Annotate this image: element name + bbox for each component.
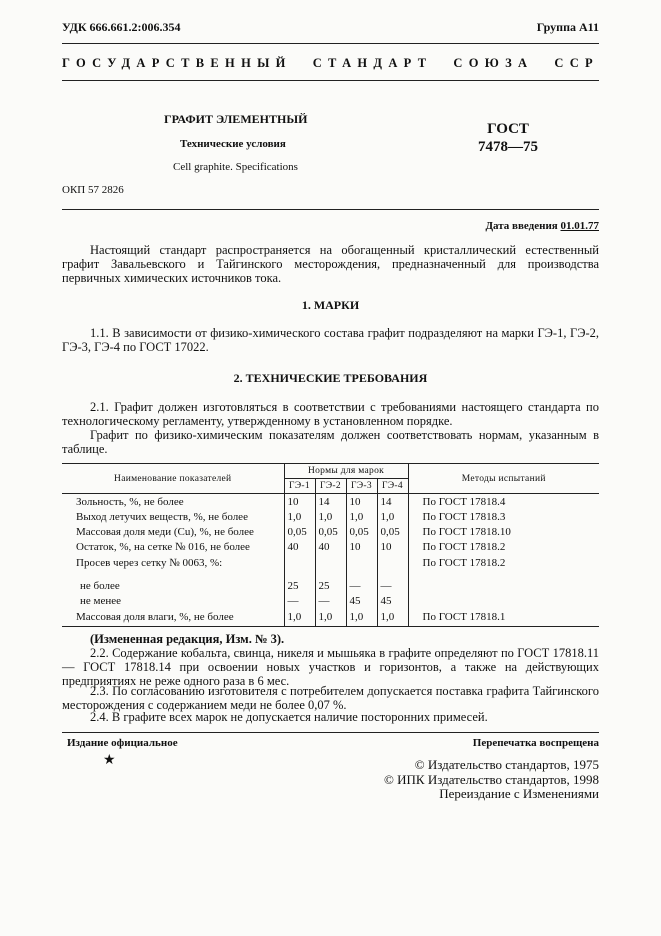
- introduction-date: [485, 220, 599, 232]
- row-value: 25: [284, 572, 315, 593]
- official-edition: Издание официальное: [67, 737, 178, 749]
- row-indicator: Остаток, %, на сетке № 016, не более: [62, 539, 284, 554]
- row-value: 40: [284, 539, 315, 554]
- group-code: Группа А11: [536, 20, 599, 34]
- table-row: [62, 608, 599, 627]
- header-rule-bottom: [62, 80, 599, 81]
- intro-paragraph: Настоящий стандарт распространяется на обогащенный кристаллический естественный графит Завальевского и Тайгинского месторождения, предназначенный для производства первичных химических источников тока.: [62, 243, 599, 285]
- introduction-date-label: Дата введения: [485, 220, 558, 232]
- paragraph-2-3: 2.3. По согласованию изготовителя с потребителем допускается поставка графита Тайгинского месторождения с содержанием меди не более 0,07 %.: [62, 684, 599, 712]
- row-indicator: не менее: [62, 593, 284, 608]
- udk-code: УДК 666.661.2:006.354: [62, 20, 181, 34]
- row-method: [408, 572, 599, 593]
- paragraph-2-1: 2.1. Графит должен изготовляться в соответствии с требованиями настоящего стандарта по технологическому регламенту, утвержденному в установленном порядке.: [62, 400, 599, 428]
- row-method: По ГОСТ 17818.10: [422, 525, 511, 538]
- row-method: По ГОСТ 17818.1: [408, 608, 599, 627]
- section-1-heading: 1. МАРКИ: [301, 298, 360, 312]
- section-2-heading: 2. ТЕХНИЧЕСКИЕ ТРЕБОВАНИЯ: [233, 371, 428, 385]
- row-indicator: Просев через сетку № 0063, %:: [62, 554, 284, 572]
- row-method: По ГОСТ 17818.2: [422, 540, 506, 553]
- row-value: 1,0: [284, 608, 315, 627]
- table-row: [62, 572, 599, 593]
- row-value: 1,0: [315, 608, 346, 627]
- row-value: 1,0: [377, 509, 408, 524]
- gost-number: 7478—75: [478, 139, 538, 155]
- header-methods: Методы испытаний: [408, 464, 599, 494]
- row-value: 10: [284, 494, 315, 510]
- reprint-prohibited: Перепечатка воспрещена: [472, 737, 599, 749]
- row-method: По ГОСТ 17818.4: [422, 495, 506, 508]
- row-value: 14: [377, 494, 408, 510]
- table-row: [62, 494, 599, 510]
- table-row: [62, 509, 599, 524]
- row-value: —: [377, 572, 408, 593]
- row-value: [284, 554, 315, 572]
- row-indicator: Зольность, %, не более: [62, 494, 284, 510]
- row-value: 10: [377, 539, 408, 554]
- row-value: —: [315, 593, 346, 608]
- copyright-1975: © Издательство стандартов, 1975: [414, 757, 599, 772]
- row-value: 10: [346, 494, 377, 510]
- row-method: По ГОСТ 17818.3: [422, 510, 506, 523]
- row-indicator: Массовая доля меди (Cu), %, не более: [62, 524, 284, 539]
- table-row: [62, 539, 599, 554]
- row-value: 25: [315, 572, 346, 593]
- row-value: [315, 554, 346, 572]
- row-value: 0,05: [377, 524, 408, 539]
- header-rule-top: [62, 43, 599, 44]
- paragraph-1-1: 1.1. В зависимости от физико-химического состава графит подразделяют на марки ГЭ-1, ГЭ-2, ГЭ-3, ГЭ-4 по ГОСТ 17022.: [62, 326, 599, 354]
- paragraph-2-4: 2.4. В графите всех марок не допускается наличие посторонних примесей.: [90, 710, 488, 724]
- row-value: 0,05: [315, 524, 346, 539]
- row-value: 1,0: [377, 608, 408, 627]
- row-value: —: [284, 593, 315, 608]
- okp-code: ОКП 57 2826: [62, 184, 124, 196]
- gost-label: ГОСТ: [487, 121, 529, 137]
- norms-table: [62, 463, 599, 627]
- row-indicator: Выход летучих веществ, %, не более: [62, 509, 284, 524]
- row-value: —: [346, 572, 377, 593]
- header-grade-3: ГЭ-3: [346, 479, 377, 494]
- paragraph-2-1b: Графит по физико-химическим показателям должен соответствовать нормам, указанным в таблице.: [62, 428, 599, 456]
- row-value: 1,0: [315, 509, 346, 524]
- header-norms: Нормы для марок: [284, 464, 408, 479]
- row-value: 0,05: [346, 524, 377, 539]
- table-row: [62, 593, 599, 608]
- row-value: 45: [377, 593, 408, 608]
- row-value: 10: [346, 539, 377, 554]
- document-subtitle: Технические условия: [180, 138, 286, 150]
- footer-rule: [62, 732, 599, 733]
- title-rule: [62, 209, 599, 210]
- row-value: 1,0: [284, 509, 315, 524]
- row-indicator: не более: [62, 572, 284, 593]
- english-title: Cell graphite. Specifications: [173, 161, 298, 173]
- row-value: 0,05: [284, 524, 315, 539]
- row-value: 1,0: [346, 509, 377, 524]
- introduction-date-value: 01.01.77: [560, 220, 599, 232]
- document-title: ГРАФИТ ЭЛЕМЕНТНЫЙ: [164, 112, 308, 126]
- state-standard-line: ГОСУДАРСТВЕННЫЙ СТАНДАРТ СОЮЗА ССР: [62, 56, 599, 70]
- row-method: [408, 593, 599, 608]
- row-value: 40: [315, 539, 346, 554]
- paragraph-2-2: 2.2. Содержание кобальта, свинца, никеля и мышьяка в графите определяют по ГОСТ 17818.11 — ГОСТ 17818.14 при освоении новых участков и горизонтов, а также на действующих предприятиях не реже одного раза в 6 мес.: [62, 646, 599, 688]
- row-method: По ГОСТ 17818.2: [422, 557, 506, 569]
- star-icon: ★: [103, 753, 116, 768]
- header-grade-4: ГЭ-4: [377, 479, 408, 494]
- table-row: [62, 524, 599, 539]
- table-row: [62, 554, 599, 572]
- copyright-1998: © ИПК Издательство стандартов, 1998: [384, 772, 599, 787]
- amendment-note: (Измененная редакция, Изм. № 3).: [90, 632, 285, 646]
- header-indicator-name: Наименование показателей: [62, 464, 284, 494]
- row-value: [346, 554, 377, 572]
- reissue-note: Переиздание с Изменениями: [439, 786, 599, 801]
- row-value: 1,0: [346, 608, 377, 627]
- header-grade-2: ГЭ-2: [315, 479, 346, 494]
- row-value: [377, 554, 408, 572]
- row-value: 45: [346, 593, 377, 608]
- header-grade-1: ГЭ-1: [284, 479, 315, 494]
- row-indicator: Массовая доля влаги, %, не более: [62, 608, 284, 627]
- row-value: 14: [315, 494, 346, 510]
